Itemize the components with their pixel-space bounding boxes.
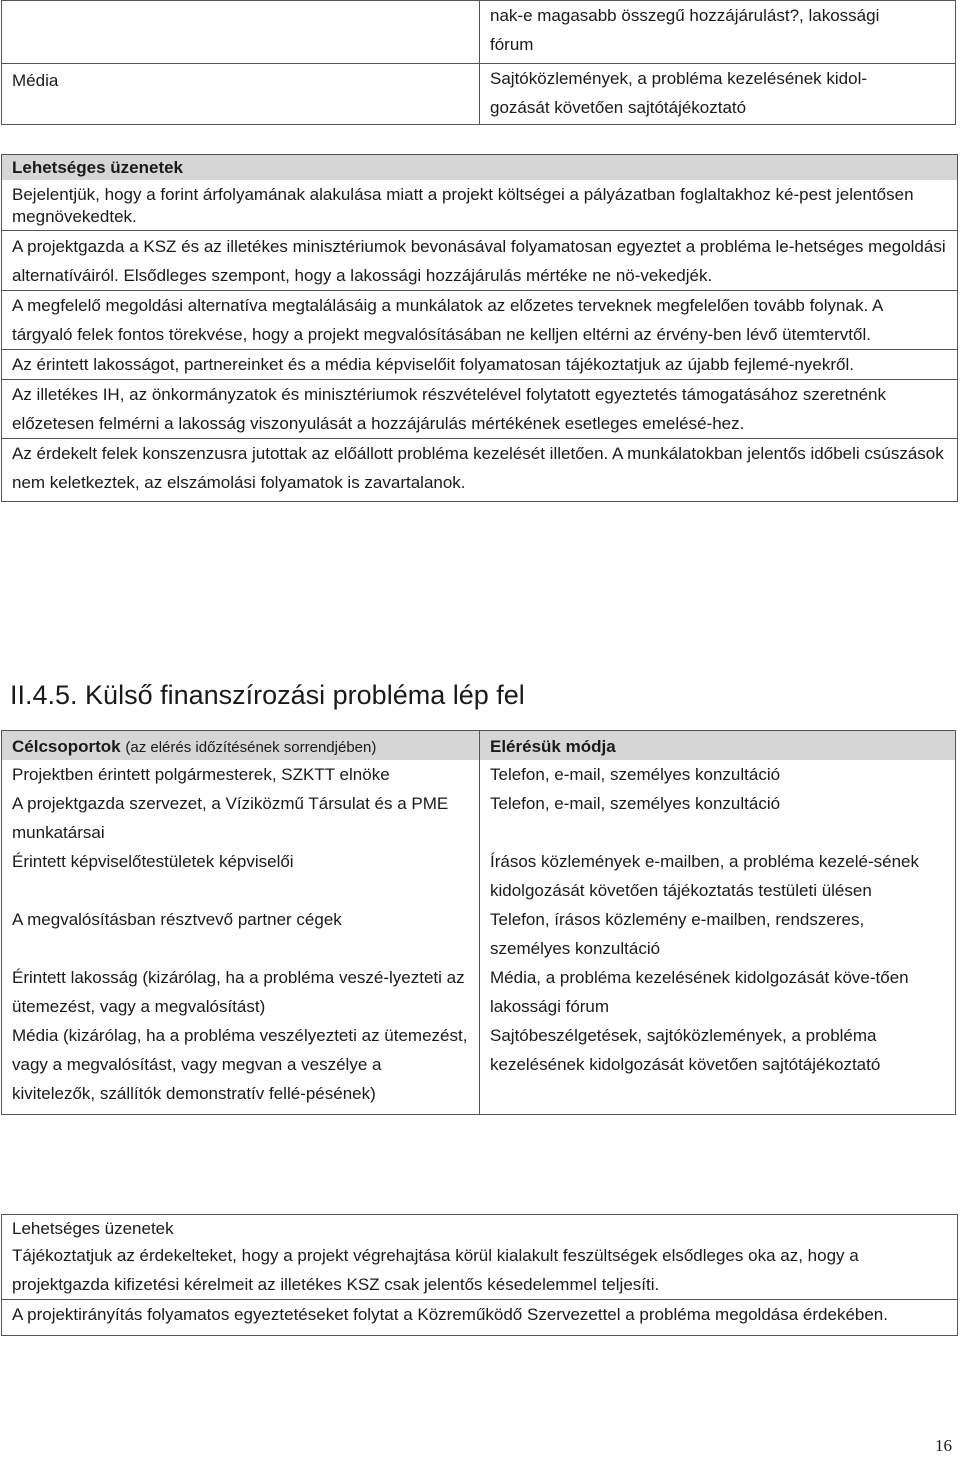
column-header-label: Célcsoportok [12, 737, 121, 756]
empty-label-cell [2, 1, 480, 64]
message-paragraph: Bejelentjük, hogy a forint árfolyamának alakulása miatt a projekt költségei a pályázatban foglaltakhoz ké-pest jelentősen megnövekedtek. [12, 185, 914, 226]
table-cell: A projektgazda szervezet, a Víziközmű Társulat és a PME munkatársai [2, 789, 480, 847]
table-row [2, 963, 956, 1021]
table-cell: Sajtóbeszélgetések, sajtóközlemények, a probléma kezelésének kidolgozását követően sajtótájékoztató [480, 1021, 956, 1115]
table-cell [480, 64, 956, 125]
table-row [2, 1, 956, 64]
table-cell: Telefon, e-mail, személyes konzultáció [480, 789, 956, 847]
cell-line: gozását követően sajtótájékoztató [490, 98, 747, 117]
table-cell: Telefon, írásos közlemény e-mailben, rendszeres, személyes konzultáció [480, 905, 956, 963]
table-cell [480, 1, 956, 64]
target-groups-table [1, 730, 956, 1115]
message-paragraph: A projektirányítás folyamatos egyeztetéseket folytat a Közreműködő Szervezettel a probléma megoldása érdekében. [2, 1299, 957, 1335]
page-number: 16 [935, 1436, 952, 1455]
table-row [2, 64, 956, 125]
table-cell: Média (kizárólag, ha a probléma veszélyezteti az ütemezést, vagy a megvalósítást, vagy megvan a veszélye a kivitelezők, szállítók demonstratív fellé-pésének) [2, 1021, 480, 1115]
section-title: II.4.5. Külső finanszírozási probléma lép fel [10, 680, 525, 710]
table-row [2, 789, 956, 847]
table-cell: Telefon, e-mail, személyes konzultáció [480, 760, 956, 789]
table-row [2, 905, 956, 963]
message-paragraph: Az érdekelt felek konszenzusra jutottak az előállott probléma kezelését illetően. A munkálatokban jelentős időbeli csúszások nem keletkeztek, az elszámolási folyamatok is zavartalanok. [2, 438, 957, 501]
messages-header: Lehetséges üzenetek [2, 155, 957, 180]
table-cell: Érintett képviselőtestületek képviselői [2, 847, 480, 905]
messages-box [1, 154, 958, 502]
media-label: Média [2, 64, 480, 125]
message-paragraph: A megfelelő megoldási alternatíva megtalálásáig a munkálatok az előzetes terveknek megfelelően tovább folynak. A tárgyaló felek fontos törekvése, hogy a projekt megvalósításában ne kelljen eltérni az érvény-ben lévő ütemtervtől. [2, 290, 957, 349]
cell-line: Sajtóközlemények, a probléma kezelésének kidol- [490, 69, 868, 88]
column-header [2, 731, 480, 761]
table-cell: Írásos közlemények e-mailben, a probléma kezelé-sének kidolgozását követően tájékoztatás testületi ülésen [480, 847, 956, 905]
table-cell: Projektben érintett polgármesterek, SZKTT elnöke [2, 760, 480, 789]
table-row [2, 847, 956, 905]
column-header-note: (az elérés időzítésének sorrendjében) [125, 739, 377, 756]
message-paragraph: Az illetékes IH, az önkormányzatok és minisztériumok részvételével folytatott egyeztetés támogatásához szeretnénk előzetesen felmérni a lakosság viszonyulását a hozzájárulás mértékének esetleges emelésé-hez. [2, 379, 957, 438]
messages-box [1, 1214, 958, 1336]
message-paragraph: Az érintett lakosságot, partnereinket és a média képviselőit folyamatosan tájékoztatjuk az újabb fejlemé-nyekről. [2, 349, 957, 379]
table-cell: A megvalósításban résztvevő partner cégek [2, 905, 480, 963]
table-cell: Média, a probléma kezelésének kidolgozását köve-tően lakossági fórum [480, 963, 956, 1021]
messages-header: Lehetséges üzenetek [2, 1215, 957, 1241]
table-cell: Érintett lakosság (kizárólag, ha a probléma veszé-lyezteti az ütemezést, vagy a megvalósítást) [2, 963, 480, 1021]
table-row [2, 760, 956, 789]
table-header-row [2, 731, 956, 761]
cell-line: fórum [490, 35, 534, 54]
message-paragraph: A projektgazda a KSZ és az illetékes minisztériumok bevonásával folyamatosan egyeztet a probléma le-hetséges megoldási alternatíváiról. Elsődleges szempont, hogy a lakossági hozzájárulás mértéke ne nö-vekedjék. [2, 230, 957, 290]
top-table [1, 0, 956, 125]
table-row [2, 1021, 956, 1115]
column-header: Elérésük módja [480, 731, 956, 761]
message-paragraph: Tájékoztatjuk az érdekelteket, hogy a projekt végrehajtása körül kialakult feszültségek elsődleges oka az, hogy a projektgazda kifizetési kérelmeit az illetékes KSZ csak jelentős késedelemmel teljesíti. [12, 1246, 859, 1294]
cell-line: nak-e magasabb összegű hozzájárulást?, lakossági [490, 6, 880, 25]
